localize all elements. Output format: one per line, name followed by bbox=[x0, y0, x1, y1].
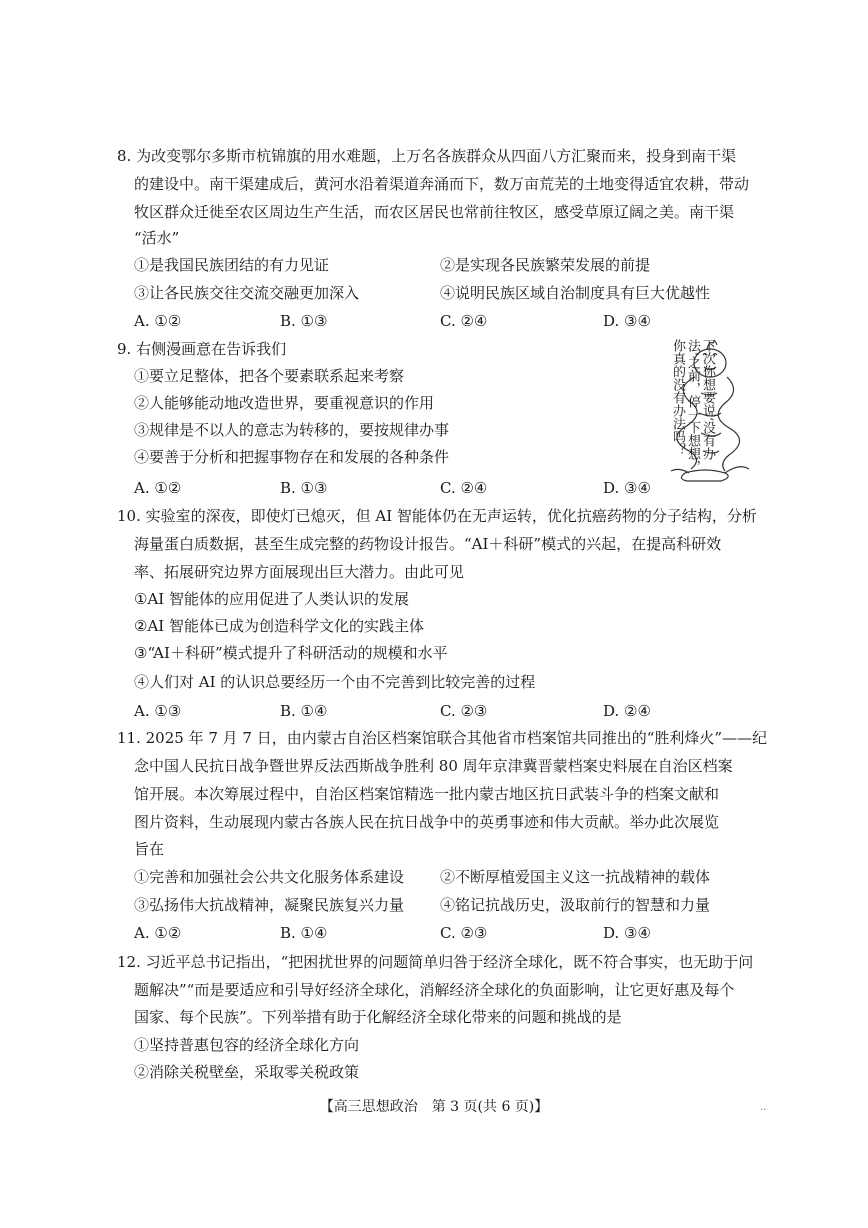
q8-choice-c[interactable]: C. ②④ bbox=[440, 312, 488, 330]
page-footer: 【高三思想政治 第 3 页(共 6 页)】 bbox=[319, 1099, 549, 1115]
q9-option-2: ②人能够能动地改造世界，要重视意识的作用 bbox=[134, 394, 435, 412]
q8-stem-line-4: “活水” bbox=[134, 229, 180, 247]
q12-stem-line-2: 题解决”“而是要适应和引导好经济全球化，消解经济全球化的负面影响，让它更好惠及每个 bbox=[134, 981, 735, 999]
q8-options-row-1 bbox=[134, 255, 754, 275]
q12-option-2: ②消除关税壁垒，采取零关税政策 bbox=[134, 1063, 360, 1081]
q9-choice-d[interactable]: D. ③④ bbox=[603, 479, 651, 497]
q9-option-1: ①要立足整体，把各个要素联系起来考察 bbox=[134, 367, 405, 385]
q9-choice-b[interactable]: B. ①③ bbox=[280, 479, 328, 497]
q11-option-1: ①完善和加强社会公共文化服务体系建设 bbox=[134, 868, 405, 886]
q11-choices bbox=[134, 923, 694, 943]
cartoon-caption: 下次你想要说‘没有办法’之前，停一下想想，你真的没有办法吗？ bbox=[670, 339, 715, 474]
q9-choice-c[interactable]: C. ②④ bbox=[440, 479, 488, 497]
q11-stem-line-1: 11. 2025 年 7 月 7 日，由内蒙古自治区档案馆联合其他省市档案馆共同推出的“胜利烽火”——纪 bbox=[117, 729, 768, 747]
q10-choice-a[interactable]: A. ①③ bbox=[134, 702, 182, 720]
q8-options-row-2 bbox=[134, 283, 754, 303]
q10-choice-d[interactable]: D. ②④ bbox=[603, 702, 651, 720]
q10-stem-line-1: 10. 实验室的深夜，即使灯已熄灭，但 AI 智能体仍在无声运转，优化抗癌药物的分子结构，分析 bbox=[117, 507, 757, 525]
q12-stem-line-3: 国家、每个民族”。下列举措有助于化解经济全球化带来的问题和挑战的是 bbox=[134, 1008, 622, 1026]
q11-choice-b[interactable]: B. ①④ bbox=[280, 924, 328, 942]
q12-stem-line-1: 12. 习近平总书记指出，“把困扰世界的问题简单归咎于经济全球化，既不符合事实，也无助于问 bbox=[117, 953, 754, 971]
q11-stem-line-5: 旨在 bbox=[134, 840, 165, 858]
q8-stem-line-1: 8. 为改变鄂尔多斯市杭锦旗的用水难题，上万名各族群众从四面八方汇聚而来，投身到南干渠 bbox=[117, 147, 737, 165]
q11-stem-line-2: 念中国人民抗日战争暨世界反法西斯战争胜利 80 周年京津冀晋蒙档案史料展在自治区档案 bbox=[134, 757, 733, 775]
q8-stem-line-2: 的建设中。南干渠建成后，黄河水沿着渠道奔涌而下，数万亩荒芜的土地变得适宜农耕，带动 bbox=[134, 175, 750, 193]
q9-stem: 9. 右侧漫画意在告诉我们 bbox=[117, 340, 287, 358]
q10-choice-b[interactable]: B. ①④ bbox=[280, 702, 328, 720]
q8-choice-d[interactable]: D. ③④ bbox=[603, 312, 651, 330]
q8-choice-b[interactable]: B. ①③ bbox=[280, 312, 328, 330]
q8-option-4: ④说明民族区域自治制度具有巨大优越性 bbox=[440, 284, 711, 302]
q10-stem-line-2: 海量蛋白质数据，甚至生成完整的药物设计报告。“AI＋科研”模式的兴起，在提高科研效 bbox=[134, 535, 722, 553]
q10-choice-c[interactable]: C. ②③ bbox=[440, 702, 488, 720]
q8-option-2: ②是实现各民族繁荣发展的前提 bbox=[440, 256, 651, 274]
q9-choices bbox=[134, 478, 694, 498]
q8-stem-line-3: 牧区群众迁徙至农区周边生产生活，而农区居民也常前往牧区，感受草原辽阔之美。南干渠 bbox=[134, 203, 735, 221]
q12-option-1: ①坚持普惠包容的经济全球化方向 bbox=[134, 1036, 360, 1054]
q11-choice-c[interactable]: C. ②③ bbox=[440, 924, 488, 942]
q10-option-4: ④人们对 AI 的认识总要经历一个由不完善到比较完善的过程 bbox=[134, 673, 536, 691]
q11-stem-line-4: 图片资料，生动展现内蒙古各族人民在抗日战争中的英勇事迹和伟大贡献。举办此次展览 bbox=[134, 813, 720, 831]
q9-option-3: ③规律是不以人的意志为转移的，要按规律办事 bbox=[134, 421, 450, 439]
q10-option-3: ③“AI＋科研”模式提升了科研活动的规模和水平 bbox=[134, 644, 448, 662]
q11-option-2: ②不断厚植爱国主义这一抗战精神的载体 bbox=[440, 868, 711, 886]
q11-option-4: ④铭记抗战历史，汲取前行的智慧和力量 bbox=[440, 896, 711, 914]
q10-choices bbox=[134, 701, 694, 721]
q10-stem-line-3: 率、拓展研究边界方面展现出巨大潜力。由此可见 bbox=[134, 563, 465, 581]
q10-option-2: ②AI 智能体已成为创造科学文化的实践主体 bbox=[134, 617, 424, 635]
q10-option-1: ①AI 智能体的应用促进了人类认识的发展 bbox=[134, 590, 409, 608]
q9-option-4: ④要善于分析和把握事物存在和发展的各种条件 bbox=[134, 448, 450, 466]
q8-choice-a[interactable]: A. ①② bbox=[134, 312, 182, 330]
q11-choice-a[interactable]: A. ①② bbox=[134, 924, 182, 942]
q8-option-1: ①是我国民族团结的有力见证 bbox=[134, 256, 330, 274]
q11-option-3: ③弘扬伟大抗战精神，凝聚民族复兴力量 bbox=[134, 896, 405, 914]
q9-cartoon bbox=[615, 333, 755, 493]
q8-choices bbox=[134, 311, 694, 331]
q11-stem-line-3: 馆开展。本次筹展过程中，自治区档案馆精选一批内蒙古地区抗日武装斗争的档案文献和 bbox=[134, 785, 720, 803]
q11-options-row-2 bbox=[134, 895, 754, 915]
q9-choice-a[interactable]: A. ①② bbox=[134, 479, 182, 497]
q8-option-3: ③让各民族交往交流交融更加深入 bbox=[134, 284, 360, 302]
q11-options-row-1 bbox=[134, 867, 754, 887]
q11-choice-d[interactable]: D. ③④ bbox=[603, 924, 651, 942]
corner-mark: .. bbox=[760, 1102, 767, 1113]
